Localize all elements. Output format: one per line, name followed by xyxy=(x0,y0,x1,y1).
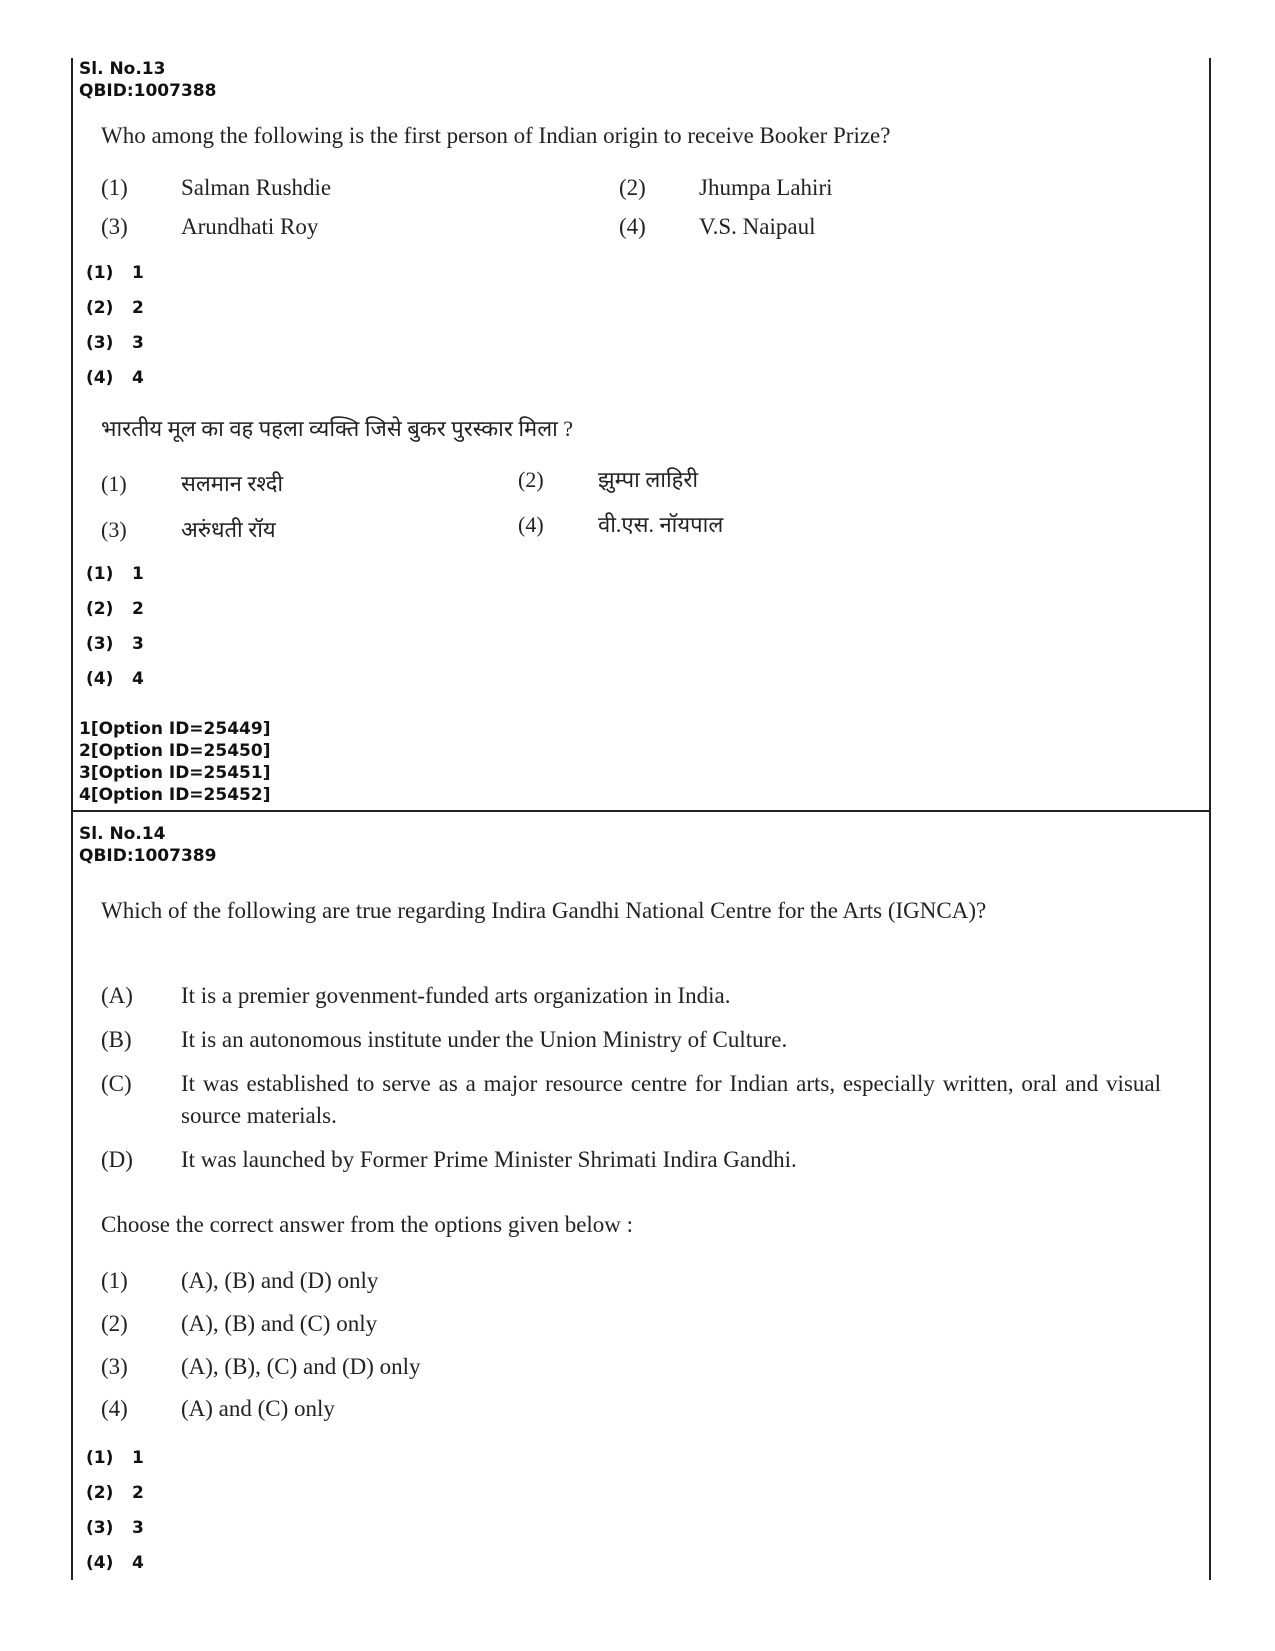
option-text: (A), (B) and (D) only xyxy=(181,1268,379,1293)
answer-option xyxy=(101,1266,378,1296)
option-text: सलमान रश्दी xyxy=(181,471,284,496)
qbid: QBID:1007388 xyxy=(79,81,217,101)
option-number: (1) xyxy=(101,175,128,200)
option-number: (2) xyxy=(518,467,544,492)
option-text: अरुंधती रॉय xyxy=(181,517,276,542)
option-id: 1[Option ID=25449] xyxy=(79,719,271,739)
answer-key-row: (4) 4 xyxy=(86,1553,144,1573)
option-hi xyxy=(518,510,723,540)
option-number: (2) xyxy=(619,175,646,200)
answer-key-row: (4) 4 xyxy=(86,669,144,689)
right-border-line xyxy=(1209,58,1211,1580)
option-id: 4[Option ID=25452] xyxy=(79,785,271,805)
answer-key-row: (1) 1 xyxy=(86,564,144,584)
option-number: (3) xyxy=(101,517,127,542)
option-en xyxy=(619,212,816,242)
option-text: V.S. Naipaul xyxy=(699,214,816,239)
answer-key-row: (3) 3 xyxy=(86,634,144,654)
answer-option xyxy=(101,1394,335,1424)
answer-key-row: (4) 4 xyxy=(86,368,144,388)
option-text: (A), (B), (C) and (D) only xyxy=(181,1354,421,1379)
option-en xyxy=(101,173,331,203)
instruction-text: Choose the correct answer from the options given below : xyxy=(101,1212,634,1237)
option-text: Arundhati Roy xyxy=(181,214,319,239)
left-border-line xyxy=(71,58,73,1580)
answer-key-row: (1) 1 xyxy=(86,1448,144,1468)
option-number: (4) xyxy=(518,512,544,537)
statement-d: (D) It was launched by Former Prime Minister Shrimati Indira Gandhi. xyxy=(101,1147,797,1172)
sl-no: Sl. No.13 xyxy=(79,59,166,79)
answer-key-row: (3) 3 xyxy=(86,333,144,353)
sl-no: Sl. No.14 xyxy=(79,824,166,844)
option-text: Salman Rushdie xyxy=(181,175,332,200)
option-number: (1) xyxy=(101,1268,128,1293)
option-number: (3) xyxy=(101,214,128,239)
option-text: (A), (B) and (C) only xyxy=(181,1311,378,1336)
option-text: (A) and (C) only xyxy=(181,1396,335,1421)
option-text: झुम्पा लाहिरी xyxy=(598,467,699,492)
statement-b: (B) It is an autonomous institute under the Union Ministry of Culture. xyxy=(101,1027,788,1052)
option-hi xyxy=(518,465,698,495)
answer-option xyxy=(101,1309,377,1339)
option-hi xyxy=(101,515,276,545)
option-id: 2[Option ID=25450] xyxy=(79,741,271,761)
option-number: (3) xyxy=(101,1354,128,1379)
answer-key-row: (2) 2 xyxy=(86,1483,144,1503)
option-hi xyxy=(101,469,283,499)
option-en xyxy=(101,212,318,242)
option-number: (1) xyxy=(101,471,127,496)
option-text: वी.एस. नॉयपाल xyxy=(598,512,724,537)
option-number: (2) xyxy=(101,1311,128,1336)
statement-a: (A) It is a premier govenment-funded arts organization in India. xyxy=(101,983,731,1008)
question-divider xyxy=(71,810,1211,812)
question-text-en: Who among the following is the first person of Indian origin to receive Booker Prize? xyxy=(101,123,891,148)
answer-key-row: (1) 1 xyxy=(86,263,144,283)
question-text-hi: भारतीय मूल का वह पहला व्यक्ति जिसे बुकर पुरस्कार मिला ? xyxy=(101,416,574,441)
statement-c: (C) It was established to serve as a major resource centre for Indian arts, especially written, oral and visual source materials. xyxy=(101,1071,1161,1128)
answer-option xyxy=(101,1352,421,1382)
option-id: 3[Option ID=25451] xyxy=(79,763,271,783)
question-text-en: Which of the following are true regarding Indira Gandhi National Centre for the Arts (IGNCA)? xyxy=(101,898,987,923)
answer-key-row: (2) 2 xyxy=(86,599,144,619)
option-number: (4) xyxy=(619,214,646,239)
option-number: (4) xyxy=(101,1396,128,1421)
answer-key-row: (3) 3 xyxy=(86,1518,144,1538)
option-en xyxy=(619,173,833,203)
qbid: QBID:1007389 xyxy=(79,846,217,866)
answer-key-row: (2) 2 xyxy=(86,298,144,318)
option-text: Jhumpa Lahiri xyxy=(699,175,833,200)
